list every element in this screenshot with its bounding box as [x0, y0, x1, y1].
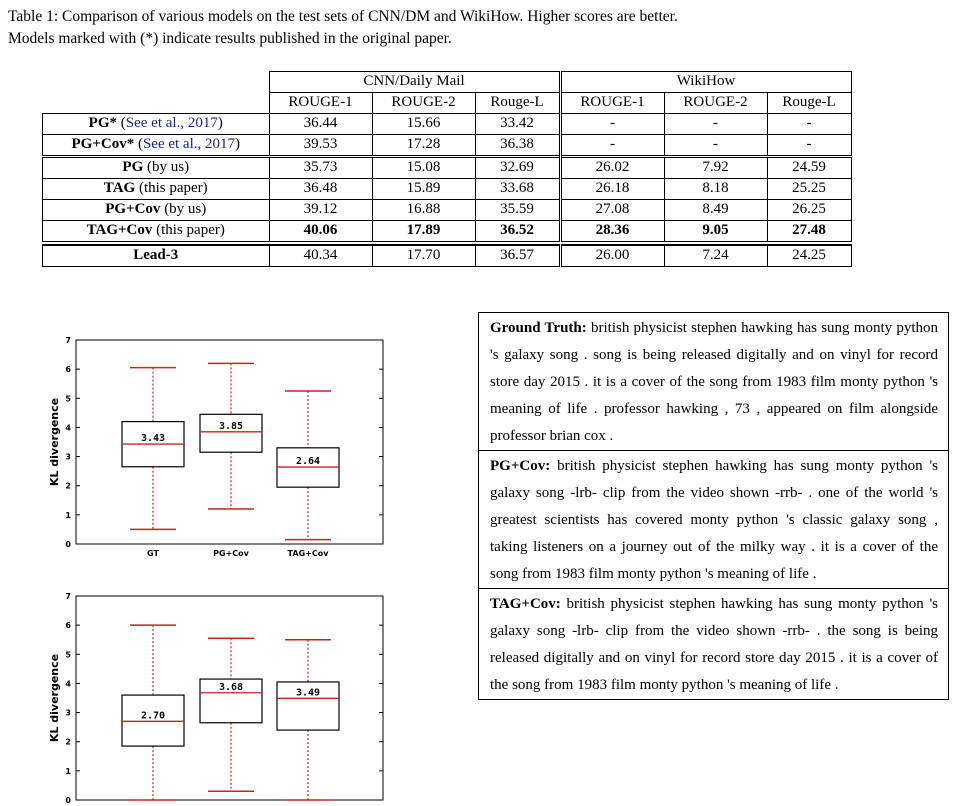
table-row: Lead-3 40.34 17.70 36.57 26.00 7.24 24.25: [43, 245, 852, 267]
median-value-label: 3.68: [218, 681, 244, 693]
kl-boxplot-bottom: [46, 592, 391, 806]
y-tick-label: 6: [65, 365, 71, 375]
summary-examples: [478, 312, 949, 700]
y-tick-label: 7: [65, 336, 71, 345]
median-value-label: 3.85: [218, 420, 244, 432]
y-tick-label: 3: [65, 708, 71, 718]
metric-header: ROUGE-1: [269, 93, 372, 114]
table-caption: [8, 6, 948, 50]
table-row: PG* (See et al., 2017) 36.44 15.66 33.42 - - -: [43, 114, 852, 135]
dataset-header-cnn: CNN/Daily Mail: [269, 72, 560, 93]
table-row: PG+Cov* (See et al., 2017) 39.53 17.28 36.38 - - -: [43, 135, 852, 157]
y-tick-label: 4: [65, 423, 71, 433]
box-tag-cov: [277, 391, 339, 540]
model-cell: PG (by us): [43, 157, 270, 179]
caption-line-1: Table 1: Comparison of various models on the test sets of CNN/DM and WikiHow. Higher scores are better.: [8, 8, 678, 25]
y-tick-label: 2: [65, 737, 71, 747]
y-axis-label: KL divergence: [48, 653, 61, 743]
y-tick-label: 5: [65, 650, 71, 660]
y-axis-label: KL divergence: [48, 397, 61, 487]
box-pg-cov: [200, 363, 262, 509]
results-table: [42, 71, 852, 267]
example-pg-cov: [479, 450, 948, 588]
x-tick-label: GT: [147, 549, 159, 558]
y-tick-label: 3: [65, 452, 71, 462]
table-row: PG+Cov (by us) 39.12 16.88 35.59 27.08 8.49 26.25: [43, 200, 852, 221]
box-item-1: [122, 625, 184, 800]
metric-header: ROUGE-2: [372, 93, 475, 114]
table-row: PG (by us) 35.73 15.08 32.69 26.02 7.92 24.59: [43, 157, 852, 179]
metric-header: ROUGE-2: [664, 93, 767, 114]
example-tag-cov: [479, 588, 948, 699]
y-tick-label: 4: [65, 679, 71, 689]
y-tick-label: 1: [65, 766, 71, 776]
metric-header: ROUGE-1: [560, 93, 664, 114]
model-cell: TAG (this paper): [43, 179, 270, 200]
model-cell: PG* (See et al., 2017): [43, 114, 270, 135]
median-value-label: 2.70: [140, 710, 166, 722]
caption-line-2: Models marked with (*) indicate results published in the original paper.: [8, 30, 452, 47]
x-tick-label: TAG+Cov: [287, 549, 329, 558]
model-cell: PG+Cov* (See et al., 2017): [43, 135, 270, 157]
y-tick-label: 0: [65, 796, 71, 805]
y-tick-label: 7: [65, 592, 71, 601]
example-label: Ground Truth:: [490, 320, 587, 336]
median-value-label: 2.64: [295, 456, 321, 468]
dataset-header-wikihow: WikiHow: [560, 72, 851, 93]
kl-boxplot-top: [46, 335, 391, 565]
y-tick-label: 6: [65, 621, 71, 631]
model-cell: Lead-3: [43, 245, 270, 267]
kl-boxplot-bottom-svg: [46, 592, 391, 805]
y-tick-label: 1: [65, 510, 71, 520]
model-cell: TAG+Cov (this paper): [43, 221, 270, 242]
table-row: TAG+Cov (this paper) 40.06 17.89 36.52 28.36 9.05 27.48: [43, 221, 852, 242]
metric-header: Rouge-L: [475, 93, 560, 114]
example-text: british physicist stephen hawking has sung monty python 's galaxy song . song is being released digitally and on vinyl for record store day 2015 . it is a cover of the song from 1983 film monty python 's meaning of life . professor hawking , 73 , appeared on film alongside professor brian cox .: [490, 320, 938, 444]
citation-link[interactable]: See et al., 2017: [142, 136, 236, 152]
example-label: PG+Cov:: [490, 458, 551, 474]
y-tick-label: 2: [65, 481, 71, 491]
table-header-datasets: [43, 72, 852, 93]
metric-header: Rouge-L: [767, 93, 851, 114]
kl-boxplot-top-svg: [46, 335, 391, 560]
y-tick-label: 5: [65, 394, 71, 404]
table-header-metrics: [43, 93, 852, 114]
example-label: TAG+Cov:: [490, 596, 561, 612]
example-text: british physicist stephen hawking has sung monty python 's galaxy song -lrb- clip from the video shown -rrb- . the song is being released digitally and on vinyl for record store day 2015 . it is a cover of the song from 1983 film monty python 's meaning of life .: [490, 596, 938, 693]
x-tick-label: PG+Cov: [213, 549, 249, 558]
model-cell: PG+Cov (by us): [43, 200, 270, 221]
box-item-3: [277, 640, 339, 800]
example-text: british physicist stephen hawking has sung monty python 's galaxy song -lrb- clip from the video shown -rrb- . one of the world 's greatest scientists has covered monty python 's classic galaxy song , taking listeners on a journey out of the milky way . it is a cover of the song from 1983 film monty python 's meaning of life .: [490, 458, 939, 582]
citation-link[interactable]: See et al., 2017: [125, 115, 218, 131]
median-value-label: 3.49: [295, 687, 321, 699]
box-gt: [122, 368, 184, 530]
table-row: TAG (this paper) 36.48 15.89 33.68 26.18 8.18 25.25: [43, 179, 852, 200]
example-ground-truth: [479, 313, 948, 450]
median-value-label: 3.43: [140, 433, 166, 445]
box-item-2: [200, 638, 262, 791]
y-tick-label: 0: [65, 540, 71, 549]
